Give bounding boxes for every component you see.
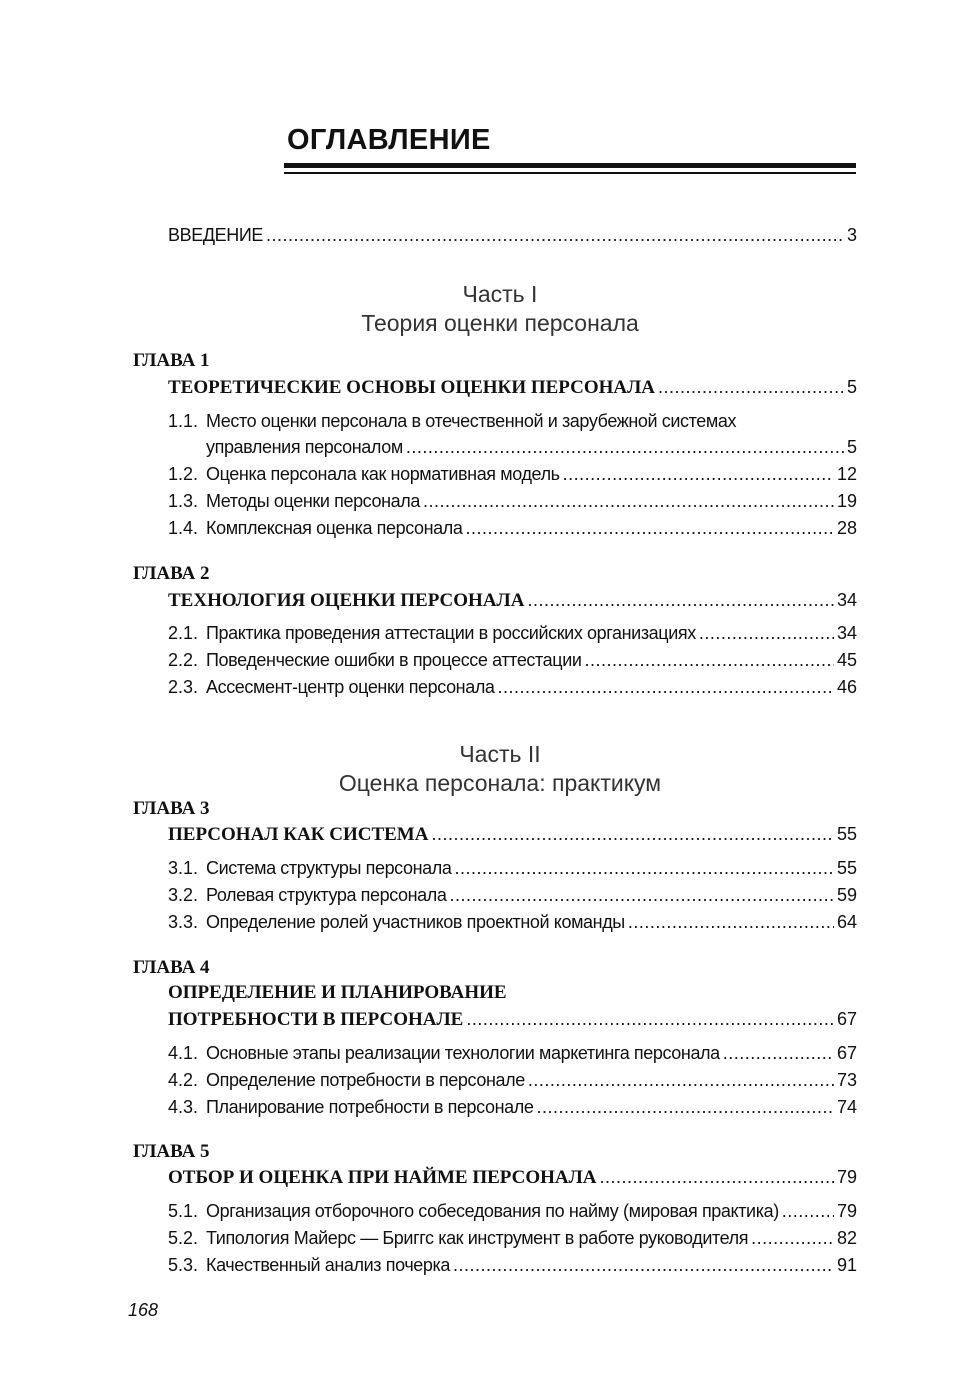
leader-dots [528,1069,834,1091]
leader-dots [600,1166,834,1188]
toc-section-entry [168,1227,857,1249]
entry-page: 3 [846,225,857,245]
leader-dots [585,649,834,671]
section-number: 1.4. [168,518,199,538]
section-title: Организация отборочного собеседования по найму (мировая практика) [206,1201,779,1221]
leader-dots [723,1042,834,1064]
section-title: Ассесмент-центр оценки персонала [206,677,495,697]
part-label: Часть II [459,741,541,767]
toc-section-entry [168,622,857,644]
toc-section-entry-continuation [206,436,857,458]
leader-dots [466,517,834,539]
toc-section-entry [168,490,857,512]
section-title: управления персоналом [206,437,403,457]
entry-page: 55 [836,858,857,878]
entry-page: 45 [836,650,857,670]
section-title: Типология Майерс — Бриггс как инструмент в работе руководителя [206,1228,749,1248]
leader-dots [782,1200,834,1222]
entry-page: 5 [846,437,857,457]
leader-dots [266,224,844,246]
entry-title: ВВЕДЕНИЕ [168,225,263,245]
heading-rule-thin [284,172,856,174]
leader-dots [431,823,834,845]
toc-section-entry [168,1042,857,1064]
entry-page: 79 [836,1167,857,1187]
toc-section-entry [168,1254,857,1276]
section-number: 1.1. [168,411,199,431]
entry-page: 91 [836,1255,857,1275]
toc-section-entry [168,676,857,698]
entry-page: 5 [846,377,857,397]
leader-dots [699,622,834,644]
toc-section-entry [168,410,857,432]
section-number: 4.2. [168,1070,199,1090]
toc-section-entry [168,1069,857,1091]
heading-rule-thick [284,163,856,168]
leader-dots [536,1096,834,1118]
toc-entry-intro [168,224,857,246]
chapter-title-entry [168,1008,857,1031]
chapter-label: ГЛАВА 2 [133,563,210,584]
chapter-title: ОТБОР И ОЦЕНКА ПРИ НАЙМЕ ПЕРСОНАЛА [168,1167,597,1188]
section-title: Методы оценки персонала [206,491,420,511]
toc-section-entry [168,463,857,485]
entry-page: 67 [836,1043,857,1063]
chapter-title-entry [168,589,857,612]
section-title: Оценка персонала как нормативная модель [206,464,560,484]
entry-page: 12 [836,464,857,484]
entry-page: 28 [836,518,857,538]
entry-page: 46 [836,677,857,697]
chapter-label: ГЛАВА 5 [133,1141,210,1162]
toc-section-entry [168,517,857,539]
entry-page: 74 [836,1097,857,1117]
section-title: Определение ролей участников проектной команды [206,912,625,932]
page-number: 168 [128,1300,159,1320]
section-number: 2.3. [168,677,199,697]
entry-page: 82 [836,1228,857,1248]
toc-section-entry [168,884,857,906]
chapter-label: ГЛАВА 3 [133,798,210,819]
chapter-title: ПОТРЕБНОСТИ В ПЕРСОНАЛЕ [168,1009,464,1030]
section-title: Планирование потребности в персонале [206,1097,534,1117]
section-number: 3.3. [168,912,199,932]
section-title: Поведенческие ошибки в процессе аттестации [206,650,582,670]
entry-page: 19 [836,491,857,511]
leader-dots [563,463,834,485]
entry-page: 64 [836,912,857,932]
toc-section-entry [168,649,857,671]
chapter-title: ТЕХНОЛОГИЯ ОЦЕНКИ ПЕРСОНАЛА [168,590,525,611]
leader-dots [453,1254,834,1276]
section-number: 5.3. [168,1255,199,1275]
toc-section-entry [168,911,857,933]
leader-dots [423,490,834,512]
chapter-title-entry [168,823,857,846]
section-number: 3.2. [168,885,199,905]
chapter-title-entry [168,1166,857,1189]
leader-dots [658,376,844,398]
leader-dots [454,857,834,879]
chapter-title: ТЕОРЕТИЧЕСКИЕ ОСНОВЫ ОЦЕНКИ ПЕРСОНАЛА [168,377,656,398]
entry-page: 55 [836,824,857,844]
section-title: Определение потребности в персонале [206,1070,525,1090]
section-title: Основные этапы реализации технологии маркетинга персонала [206,1043,720,1063]
part-label: Часть I [462,281,538,307]
part-title: Теория оценки персонала [361,310,639,336]
section-number: 5.2. [168,1228,199,1248]
leader-dots [628,911,834,933]
entry-page: 79 [836,1201,857,1221]
entry-page: 73 [836,1070,857,1090]
leader-dots [751,1227,834,1249]
toc-section-entry [168,1096,857,1118]
leader-dots [527,589,834,611]
leader-dots [450,884,834,906]
section-number: 2.1. [168,623,199,643]
section-number: 4.1. [168,1043,199,1063]
section-number: 3.1. [168,858,199,878]
section-number: 4.3. [168,1097,199,1117]
section-title: Ролевая структура персонала [206,885,447,905]
section-title: Практика проведения аттестации в российских организациях [206,623,696,643]
chapter-title-entry [168,376,857,399]
chapter-title: ПЕРСОНАЛ КАК СИСТЕМА [168,824,429,845]
leader-dots [466,1008,834,1030]
section-number: 1.3. [168,491,199,511]
entry-page: 34 [836,623,857,643]
chapter-title-line1: ОПРЕДЕЛЕНИЕ И ПЛАНИРОВАНИЕ [168,982,507,1003]
section-number: 2.2. [168,650,199,670]
leader-dots [406,436,844,458]
chapter-label: ГЛАВА 1 [133,350,210,371]
toc-section-entry [168,1200,857,1222]
section-number: 1.2. [168,464,199,484]
entry-page: 59 [836,885,857,905]
chapter-label: ГЛАВА 4 [133,957,210,978]
part-title: Оценка персонала: практикум [338,770,662,796]
page-heading: ОГЛАВЛЕНИЕ [287,124,491,156]
section-number: 5.1. [168,1201,199,1221]
section-title-line1: Место оценки персонала в отечественной и зарубежной системах [206,411,737,431]
entry-page: 34 [836,590,857,610]
leader-dots [498,676,834,698]
entry-page: 67 [836,1009,857,1029]
section-title: Система структуры персонала [206,858,452,878]
section-title: Качественный анализ почерка [206,1255,450,1275]
section-title: Комплексная оценка персонала [206,518,463,538]
toc-section-entry [168,857,857,879]
